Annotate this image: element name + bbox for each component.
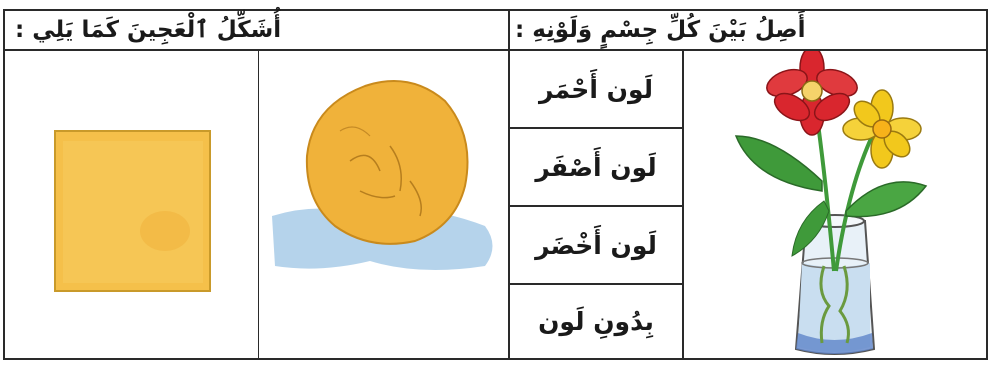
table-border-bottom <box>3 358 988 360</box>
option-green[interactable]: لَون أَخْضَر <box>535 230 657 260</box>
square-dough-image[interactable] <box>5 51 258 358</box>
option-yellow[interactable]: لَون أَصْفَر <box>535 152 657 182</box>
left-inner-divider <box>258 51 259 358</box>
table-border-top <box>3 9 988 11</box>
right-instruction: أَصِلُ بَيْنَ كُلِّ جِسْمٍ وَلَوْنِهِ : <box>515 17 806 43</box>
option-colorless[interactable]: بِدُونِ لَون <box>538 307 654 336</box>
round-dough-image[interactable] <box>260 51 508 358</box>
left-instruction: أُشَكِّلُ ٱلْعَجِينَ كَمَا يَلِي : <box>15 17 282 43</box>
flower-vase-image[interactable] <box>684 51 986 358</box>
table-border-right <box>986 9 988 360</box>
option-red[interactable]: لَون أَحْمَر <box>539 74 654 104</box>
